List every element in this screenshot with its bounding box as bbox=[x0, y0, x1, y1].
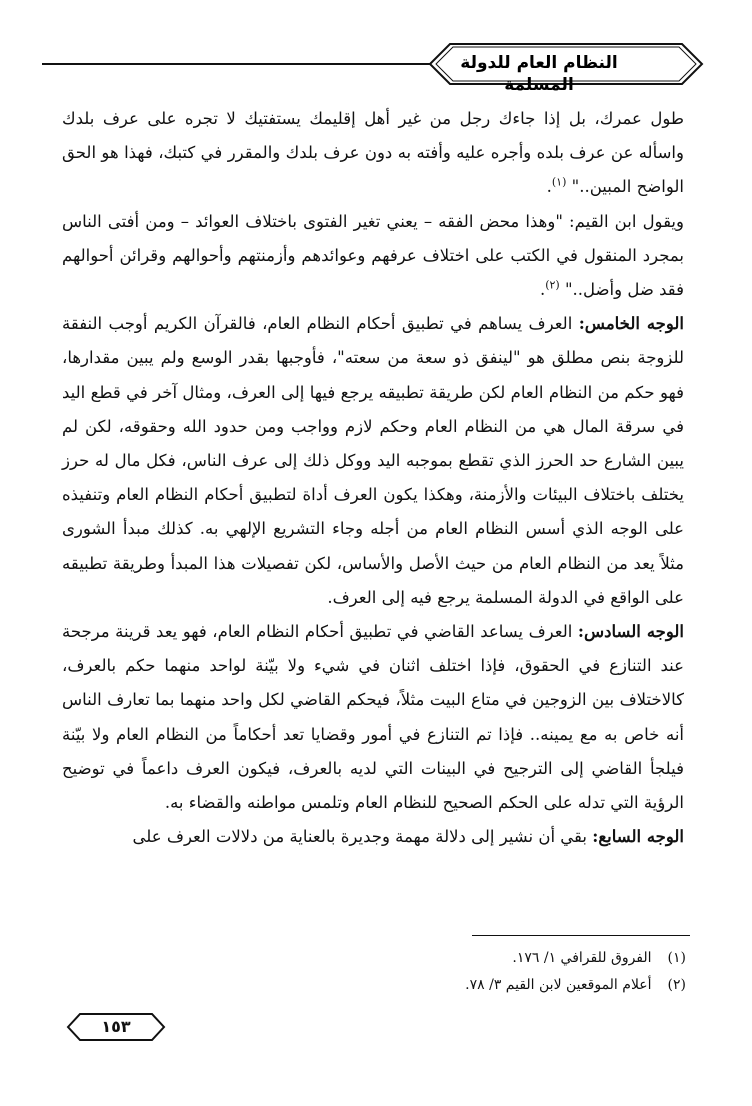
footnote-item bbox=[186, 945, 686, 972]
paragraph-text: ويقول ابن القيم: "وهذا محض الفقه – يعني تغير الفتوى باختلاف العوائد – ومن أفتى الناس بمجرد المنقول في الكتب على اختلاف عرفهم وعوائدهم وأزمنتهم وأحوالهم وقرائن أحوالهم فقد ضل وأضل.." bbox=[62, 211, 684, 300]
footnote-text: الفروق للقرافي ١/ ١٧٦. bbox=[512, 950, 652, 966]
footnote-reference: (٢) bbox=[545, 278, 560, 292]
section-label: الوجه السابع: bbox=[592, 827, 684, 847]
paragraph-ibn-qayyim-quote bbox=[62, 205, 684, 308]
footnote-item bbox=[186, 972, 686, 999]
section-label: الوجه السادس: bbox=[577, 622, 685, 642]
footnotes bbox=[186, 945, 686, 999]
main-text bbox=[62, 102, 684, 854]
footnote-number: (٢) bbox=[667, 977, 686, 993]
paragraph-text: بقي أن نشير إلى دلالة مهمة وجديرة بالعناية من دلالات العرف على bbox=[132, 827, 587, 847]
footnote-text: أعلام الموقعين لابن القيم ٣/ ٧٨. bbox=[465, 977, 652, 993]
paragraph-fifth-aspect bbox=[62, 307, 684, 615]
section-label: الوجه الخامس: bbox=[578, 314, 685, 334]
paragraph-text: العرف يساعد القاضي في تطبيق أحكام النظام العام، فهو يعد قرينة مرجحة عند التنازع في الحقوق، فإذا اختلف اثنان في شيء ولا بيّنة لواحد منهما حكم بالعرف، كالاختلاف بين الزوجين في متاع البيت مثلاً، فيحكم القاضي لكل واحد منهما بما تعارف الناس أنه خاص به مع يمينه.. فإذا تم التنازع في أمور وقضايا تعد أحكاماً من النظام العام ولا بيّنة فيلجأ القاضي إلى الترجيح في البينات التي لديه بالعرف، فيكون العرف داعماً في توضيح الرؤية التي تدله على الحكم الصحيح للنظام العام وتلمس مواطنه والقضاء به. bbox=[62, 622, 684, 813]
sentence-end: . bbox=[546, 177, 552, 197]
paragraph-sixth-aspect bbox=[62, 615, 684, 820]
paragraph-text: العرف يساهم في تطبيق أحكام النظام العام، فالقرآن الكريم أوجب النفقة للزوجة بنص مطلق هو "لينفق ذو سعة من سعته"، فأوجبها بقدر الوسع ولم يبين مقدارها، فهو حكم من النظام العام لكن طريقة تطبيقه يرجع فيها إلى العرف، ومثال آخر في قطع اليد في سرقة المال هي من النظام العام وحكم لازم وواجب ومن حدود الله وحقوقه، لكن لم يبين الشارع حد الحرز الذي تقطع بموجبه اليد ووكل ذلك إلى عرف الناس، فكل مال له حرز يختلف باختلاف البيئات والأزمنة، وهكذا يكون العرف أداة لتطبيق أحكام النظام العام وتنفيذه على الوجه الذي أسس النظام العام من أجله وجاء التشريع الإلهي به. كذلك مبدأ الشورى مثلاً يعد من النظام العام من حيث الأصل والأساس، لكن تفصيلات هذا المبدأ وطريقة تطبيقه على الواقع في الدولة المسلمة يرجع فيه إلى العرف. bbox=[62, 314, 684, 607]
page-number: ١٥٣ bbox=[101, 1017, 131, 1036]
footnote-number: (١) bbox=[667, 950, 686, 966]
running-header bbox=[42, 38, 722, 95]
paragraph-quote-continuation bbox=[62, 102, 684, 205]
paragraph-seventh-aspect bbox=[62, 820, 684, 854]
paragraph-text: طول عمرك، بل إذا جاءك رجل من غير أهل إقليمك يستفتيك لا تجره على عرف بلدك واسأله عن عرف بلده وأجره عليه وأفته به دون عرف بلدك والمقرر في كتبك، فهذا هو الحق الواضح المبين.." bbox=[62, 109, 684, 197]
footnote-reference: (١) bbox=[551, 175, 567, 189]
sentence-end: . bbox=[539, 280, 546, 300]
footnote-separator bbox=[472, 935, 690, 936]
page-number-badge bbox=[66, 1012, 166, 1042]
header-title: النظام العام للدولة المسلمة bbox=[460, 53, 618, 95]
